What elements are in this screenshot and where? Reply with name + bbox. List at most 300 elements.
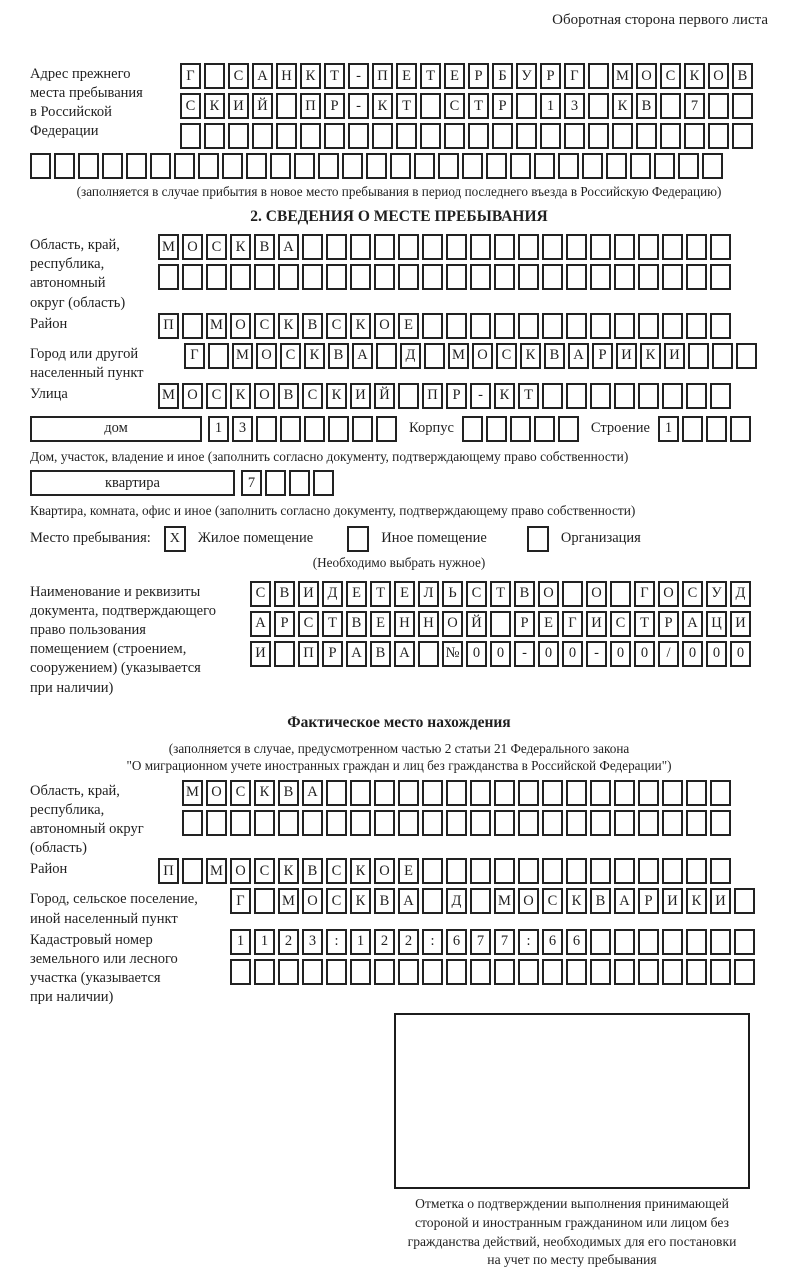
- char-cell[interactable]: [710, 929, 731, 955]
- char-cell[interactable]: 6: [446, 929, 467, 955]
- char-cell[interactable]: М: [612, 63, 633, 89]
- char-cell[interactable]: С: [206, 234, 227, 260]
- char-cell[interactable]: [638, 383, 659, 409]
- char-cell[interactable]: О: [538, 581, 559, 607]
- char-cell[interactable]: [686, 780, 707, 806]
- char-cell[interactable]: [564, 123, 585, 149]
- char-cell[interactable]: [518, 313, 539, 339]
- char-cell[interactable]: :: [518, 929, 539, 955]
- char-cell[interactable]: [662, 929, 683, 955]
- char-cell[interactable]: А: [352, 343, 373, 369]
- char-cell[interactable]: Т: [324, 63, 345, 89]
- char-cell[interactable]: [566, 780, 587, 806]
- char-cell[interactable]: П: [298, 641, 319, 667]
- char-cell[interactable]: С: [682, 581, 703, 607]
- char-cell[interactable]: [422, 810, 443, 836]
- char-cell[interactable]: Р: [468, 63, 489, 89]
- char-cell[interactable]: [684, 123, 705, 149]
- char-cell[interactable]: Р: [540, 63, 561, 89]
- char-cell[interactable]: [590, 383, 611, 409]
- char-cell[interactable]: [174, 153, 195, 179]
- char-cell[interactable]: К: [612, 93, 633, 119]
- char-cell[interactable]: [390, 153, 411, 179]
- char-cell[interactable]: [302, 959, 323, 985]
- char-cell[interactable]: Е: [396, 63, 417, 89]
- char-cell[interactable]: [686, 313, 707, 339]
- char-cell[interactable]: [518, 810, 539, 836]
- char-cell[interactable]: О: [182, 234, 203, 260]
- char-cell[interactable]: [614, 858, 635, 884]
- char-cell[interactable]: [422, 264, 443, 290]
- char-cell[interactable]: [182, 264, 203, 290]
- char-cell[interactable]: [710, 264, 731, 290]
- char-cell[interactable]: Д: [446, 888, 467, 914]
- char-cell[interactable]: [446, 234, 467, 260]
- char-cell[interactable]: К: [566, 888, 587, 914]
- char-cell[interactable]: [376, 416, 397, 442]
- checkbox-zhiloe[interactable]: X: [164, 526, 186, 552]
- char-cell[interactable]: [542, 780, 563, 806]
- char-cell[interactable]: Т: [634, 611, 655, 637]
- char-cell[interactable]: [396, 123, 417, 149]
- char-cell[interactable]: [706, 416, 727, 442]
- char-cell[interactable]: [732, 123, 753, 149]
- char-cell[interactable]: С: [496, 343, 517, 369]
- char-cell[interactable]: [638, 234, 659, 260]
- char-cell[interactable]: [204, 63, 225, 89]
- char-cell[interactable]: [352, 416, 373, 442]
- char-cell[interactable]: [468, 123, 489, 149]
- char-cell[interactable]: [270, 153, 291, 179]
- char-cell[interactable]: [374, 810, 395, 836]
- char-cell[interactable]: [280, 416, 301, 442]
- char-cell[interactable]: [182, 858, 203, 884]
- char-cell[interactable]: [326, 264, 347, 290]
- char-cell[interactable]: И: [298, 581, 319, 607]
- char-cell[interactable]: Г: [180, 63, 201, 89]
- char-cell[interactable]: 7: [241, 470, 262, 496]
- char-cell[interactable]: [230, 264, 251, 290]
- char-cell[interactable]: -: [348, 63, 369, 89]
- char-cell[interactable]: М: [158, 234, 179, 260]
- char-cell[interactable]: [662, 858, 683, 884]
- char-cell[interactable]: [350, 264, 371, 290]
- char-cell[interactable]: [470, 234, 491, 260]
- char-cell[interactable]: [254, 264, 275, 290]
- char-cell[interactable]: 3: [232, 416, 253, 442]
- char-cell[interactable]: 1: [658, 416, 679, 442]
- char-cell[interactable]: [398, 264, 419, 290]
- char-cell[interactable]: [208, 343, 229, 369]
- char-cell[interactable]: [276, 123, 297, 149]
- char-cell[interactable]: [542, 383, 563, 409]
- char-cell[interactable]: [662, 959, 683, 985]
- char-cell[interactable]: Т: [468, 93, 489, 119]
- char-cell[interactable]: [470, 959, 491, 985]
- char-cell[interactable]: [424, 343, 445, 369]
- char-cell[interactable]: Т: [396, 93, 417, 119]
- char-cell[interactable]: [350, 959, 371, 985]
- char-cell[interactable]: [636, 123, 657, 149]
- char-cell[interactable]: [510, 153, 531, 179]
- char-cell[interactable]: [494, 234, 515, 260]
- char-cell[interactable]: [566, 858, 587, 884]
- char-cell[interactable]: В: [636, 93, 657, 119]
- char-cell[interactable]: [326, 780, 347, 806]
- char-cell[interactable]: А: [278, 234, 299, 260]
- char-cell[interactable]: Е: [444, 63, 465, 89]
- char-cell[interactable]: [265, 470, 286, 496]
- char-cell[interactable]: 3: [302, 929, 323, 955]
- char-cell[interactable]: 0: [562, 641, 583, 667]
- char-cell[interactable]: В: [278, 780, 299, 806]
- char-cell[interactable]: [446, 858, 467, 884]
- char-cell[interactable]: [614, 810, 635, 836]
- char-cell[interactable]: 0: [490, 641, 511, 667]
- char-cell[interactable]: Р: [446, 383, 467, 409]
- char-cell[interactable]: Г: [562, 611, 583, 637]
- char-cell[interactable]: [630, 153, 651, 179]
- char-cell[interactable]: [614, 264, 635, 290]
- char-cell[interactable]: [486, 416, 507, 442]
- char-cell[interactable]: С: [206, 383, 227, 409]
- char-cell[interactable]: К: [640, 343, 661, 369]
- char-cell[interactable]: [540, 123, 561, 149]
- char-cell[interactable]: [348, 123, 369, 149]
- char-cell[interactable]: О: [374, 313, 395, 339]
- char-cell[interactable]: [492, 123, 513, 149]
- char-cell[interactable]: [276, 93, 297, 119]
- char-cell[interactable]: О: [256, 343, 277, 369]
- char-cell[interactable]: 6: [566, 929, 587, 955]
- char-cell[interactable]: Е: [370, 611, 391, 637]
- char-cell[interactable]: И: [350, 383, 371, 409]
- char-cell[interactable]: [326, 810, 347, 836]
- char-cell[interactable]: К: [204, 93, 225, 119]
- char-cell[interactable]: [566, 234, 587, 260]
- char-cell[interactable]: О: [658, 581, 679, 607]
- char-cell[interactable]: [614, 929, 635, 955]
- char-cell[interactable]: К: [278, 858, 299, 884]
- char-cell[interactable]: [422, 959, 443, 985]
- char-cell[interactable]: 1: [230, 929, 251, 955]
- char-cell[interactable]: В: [732, 63, 753, 89]
- char-cell[interactable]: М: [232, 343, 253, 369]
- char-cell[interactable]: 1: [208, 416, 229, 442]
- char-cell[interactable]: П: [158, 858, 179, 884]
- char-cell[interactable]: [518, 780, 539, 806]
- char-cell[interactable]: 2: [278, 929, 299, 955]
- char-cell[interactable]: [516, 123, 537, 149]
- char-cell[interactable]: С: [280, 343, 301, 369]
- char-cell[interactable]: [422, 313, 443, 339]
- char-cell[interactable]: В: [274, 581, 295, 607]
- char-cell[interactable]: [590, 810, 611, 836]
- char-cell[interactable]: А: [614, 888, 635, 914]
- char-cell[interactable]: О: [374, 858, 395, 884]
- char-cell[interactable]: [590, 780, 611, 806]
- char-cell[interactable]: О: [708, 63, 729, 89]
- char-cell[interactable]: И: [730, 611, 751, 637]
- char-cell[interactable]: М: [206, 858, 227, 884]
- char-cell[interactable]: [420, 123, 441, 149]
- char-cell[interactable]: [734, 888, 755, 914]
- char-cell[interactable]: [126, 153, 147, 179]
- char-cell[interactable]: Ц: [706, 611, 727, 637]
- char-cell[interactable]: М: [448, 343, 469, 369]
- char-cell[interactable]: [470, 858, 491, 884]
- char-cell[interactable]: 1: [350, 929, 371, 955]
- char-cell[interactable]: [398, 234, 419, 260]
- char-cell[interactable]: Р: [592, 343, 613, 369]
- char-cell[interactable]: Т: [490, 581, 511, 607]
- char-cell[interactable]: Д: [400, 343, 421, 369]
- char-cell[interactable]: Г: [634, 581, 655, 607]
- char-cell[interactable]: [278, 810, 299, 836]
- char-cell[interactable]: [590, 313, 611, 339]
- char-cell[interactable]: Ь: [442, 581, 463, 607]
- char-cell[interactable]: [710, 383, 731, 409]
- char-cell[interactable]: [732, 93, 753, 119]
- char-cell[interactable]: П: [372, 63, 393, 89]
- char-cell[interactable]: [462, 416, 483, 442]
- char-cell[interactable]: [252, 123, 273, 149]
- char-cell[interactable]: [304, 416, 325, 442]
- char-cell[interactable]: А: [250, 611, 271, 637]
- char-cell[interactable]: К: [372, 93, 393, 119]
- char-cell[interactable]: [736, 343, 757, 369]
- char-cell[interactable]: [710, 313, 731, 339]
- char-cell[interactable]: Н: [394, 611, 415, 637]
- char-cell[interactable]: [350, 780, 371, 806]
- char-cell[interactable]: [566, 313, 587, 339]
- char-cell[interactable]: М: [206, 313, 227, 339]
- char-cell[interactable]: [708, 123, 729, 149]
- char-cell[interactable]: В: [590, 888, 611, 914]
- char-cell[interactable]: [350, 234, 371, 260]
- char-cell[interactable]: [562, 581, 583, 607]
- char-cell[interactable]: [254, 810, 275, 836]
- char-cell[interactable]: М: [158, 383, 179, 409]
- char-cell[interactable]: С: [466, 581, 487, 607]
- char-cell[interactable]: [730, 416, 751, 442]
- char-cell[interactable]: [542, 234, 563, 260]
- char-cell[interactable]: [78, 153, 99, 179]
- char-cell[interactable]: [590, 959, 611, 985]
- char-cell[interactable]: [444, 123, 465, 149]
- char-cell[interactable]: [374, 959, 395, 985]
- char-cell[interactable]: 7: [470, 929, 491, 955]
- char-cell[interactable]: Е: [346, 581, 367, 607]
- char-cell[interactable]: 2: [398, 929, 419, 955]
- char-cell[interactable]: А: [302, 780, 323, 806]
- char-cell[interactable]: [614, 313, 635, 339]
- char-cell[interactable]: [588, 123, 609, 149]
- char-cell[interactable]: [446, 959, 467, 985]
- char-cell[interactable]: [612, 123, 633, 149]
- char-cell[interactable]: М: [278, 888, 299, 914]
- char-cell[interactable]: О: [182, 383, 203, 409]
- char-cell[interactable]: Н: [276, 63, 297, 89]
- char-cell[interactable]: -: [348, 93, 369, 119]
- char-cell[interactable]: 0: [682, 641, 703, 667]
- char-cell[interactable]: [206, 810, 227, 836]
- char-cell[interactable]: [102, 153, 123, 179]
- char-cell[interactable]: С: [228, 63, 249, 89]
- char-cell[interactable]: Й: [252, 93, 273, 119]
- char-cell[interactable]: [446, 313, 467, 339]
- char-cell[interactable]: [688, 343, 709, 369]
- char-cell[interactable]: [518, 264, 539, 290]
- char-cell[interactable]: Г: [230, 888, 251, 914]
- char-cell[interactable]: [494, 858, 515, 884]
- char-cell[interactable]: [638, 929, 659, 955]
- char-cell[interactable]: [558, 416, 579, 442]
- char-cell[interactable]: [588, 63, 609, 89]
- char-cell[interactable]: Г: [184, 343, 205, 369]
- char-cell[interactable]: [542, 959, 563, 985]
- char-cell[interactable]: [542, 264, 563, 290]
- char-cell[interactable]: [228, 123, 249, 149]
- char-cell[interactable]: И: [616, 343, 637, 369]
- char-cell[interactable]: К: [230, 383, 251, 409]
- char-cell[interactable]: [708, 93, 729, 119]
- char-cell[interactable]: Р: [274, 611, 295, 637]
- char-cell[interactable]: [420, 93, 441, 119]
- char-cell[interactable]: [638, 810, 659, 836]
- char-cell[interactable]: [588, 93, 609, 119]
- char-cell[interactable]: [246, 153, 267, 179]
- char-cell[interactable]: [414, 153, 435, 179]
- char-cell[interactable]: В: [278, 383, 299, 409]
- checkbox-inoe[interactable]: [347, 526, 369, 552]
- char-cell[interactable]: [566, 810, 587, 836]
- char-cell[interactable]: К: [230, 234, 251, 260]
- char-cell[interactable]: Е: [398, 858, 419, 884]
- char-cell[interactable]: 1: [540, 93, 561, 119]
- char-cell[interactable]: С: [542, 888, 563, 914]
- char-cell[interactable]: [734, 959, 755, 985]
- char-cell[interactable]: С: [444, 93, 465, 119]
- char-cell[interactable]: К: [278, 313, 299, 339]
- char-cell[interactable]: К: [254, 780, 275, 806]
- char-cell[interactable]: К: [350, 858, 371, 884]
- char-cell[interactable]: Т: [518, 383, 539, 409]
- char-cell[interactable]: М: [494, 888, 515, 914]
- char-cell[interactable]: 7: [684, 93, 705, 119]
- char-cell[interactable]: [494, 780, 515, 806]
- char-cell[interactable]: [254, 888, 275, 914]
- char-cell[interactable]: [490, 611, 511, 637]
- char-cell[interactable]: Й: [374, 383, 395, 409]
- char-cell[interactable]: [374, 780, 395, 806]
- char-cell[interactable]: 7: [494, 929, 515, 955]
- char-cell[interactable]: С: [254, 858, 275, 884]
- char-cell[interactable]: [30, 153, 51, 179]
- char-cell[interactable]: [206, 264, 227, 290]
- char-cell[interactable]: К: [686, 888, 707, 914]
- char-cell[interactable]: [566, 959, 587, 985]
- char-cell[interactable]: О: [636, 63, 657, 89]
- char-cell[interactable]: [256, 416, 277, 442]
- char-cell[interactable]: [438, 153, 459, 179]
- char-cell[interactable]: А: [568, 343, 589, 369]
- char-cell[interactable]: О: [230, 313, 251, 339]
- char-cell[interactable]: [254, 959, 275, 985]
- char-cell[interactable]: [660, 93, 681, 119]
- char-cell[interactable]: [702, 153, 723, 179]
- char-cell[interactable]: Р: [658, 611, 679, 637]
- char-cell[interactable]: [274, 641, 295, 667]
- char-cell[interactable]: [462, 153, 483, 179]
- char-cell[interactable]: [204, 123, 225, 149]
- char-cell[interactable]: [590, 929, 611, 955]
- char-cell[interactable]: [590, 264, 611, 290]
- char-cell[interactable]: [662, 780, 683, 806]
- char-cell[interactable]: 1: [254, 929, 275, 955]
- char-cell[interactable]: [638, 313, 659, 339]
- char-cell[interactable]: С: [326, 313, 347, 339]
- char-cell[interactable]: :: [422, 929, 443, 955]
- char-cell[interactable]: [662, 810, 683, 836]
- char-cell[interactable]: [534, 153, 555, 179]
- char-cell[interactable]: [470, 313, 491, 339]
- char-cell[interactable]: [710, 858, 731, 884]
- char-cell[interactable]: [376, 343, 397, 369]
- char-cell[interactable]: И: [250, 641, 271, 667]
- char-cell[interactable]: [470, 264, 491, 290]
- char-cell[interactable]: [302, 264, 323, 290]
- char-cell[interactable]: [328, 416, 349, 442]
- char-cell[interactable]: О: [442, 611, 463, 637]
- char-cell[interactable]: [516, 93, 537, 119]
- char-cell[interactable]: [446, 810, 467, 836]
- char-cell[interactable]: 0: [730, 641, 751, 667]
- char-cell[interactable]: И: [664, 343, 685, 369]
- char-cell[interactable]: С: [302, 383, 323, 409]
- char-cell[interactable]: А: [394, 641, 415, 667]
- char-cell[interactable]: [614, 383, 635, 409]
- char-cell[interactable]: Т: [420, 63, 441, 89]
- char-cell[interactable]: В: [302, 858, 323, 884]
- char-cell[interactable]: [302, 810, 323, 836]
- char-cell[interactable]: И: [710, 888, 731, 914]
- char-cell[interactable]: [374, 264, 395, 290]
- char-cell[interactable]: [662, 234, 683, 260]
- char-cell[interactable]: П: [300, 93, 321, 119]
- char-cell[interactable]: [486, 153, 507, 179]
- char-cell[interactable]: [710, 780, 731, 806]
- char-cell[interactable]: [610, 581, 631, 607]
- char-cell[interactable]: В: [328, 343, 349, 369]
- char-cell[interactable]: [422, 780, 443, 806]
- char-cell[interactable]: М: [182, 780, 203, 806]
- char-cell[interactable]: [660, 123, 681, 149]
- char-cell[interactable]: С: [298, 611, 319, 637]
- char-cell[interactable]: К: [304, 343, 325, 369]
- char-cell[interactable]: [374, 234, 395, 260]
- char-cell[interactable]: [590, 234, 611, 260]
- char-cell[interactable]: [182, 810, 203, 836]
- char-cell[interactable]: [510, 416, 531, 442]
- char-cell[interactable]: Д: [322, 581, 343, 607]
- char-cell[interactable]: О: [518, 888, 539, 914]
- char-cell[interactable]: [422, 234, 443, 260]
- char-cell[interactable]: Р: [322, 641, 343, 667]
- char-cell[interactable]: П: [158, 313, 179, 339]
- char-cell[interactable]: [418, 641, 439, 667]
- char-cell[interactable]: [494, 959, 515, 985]
